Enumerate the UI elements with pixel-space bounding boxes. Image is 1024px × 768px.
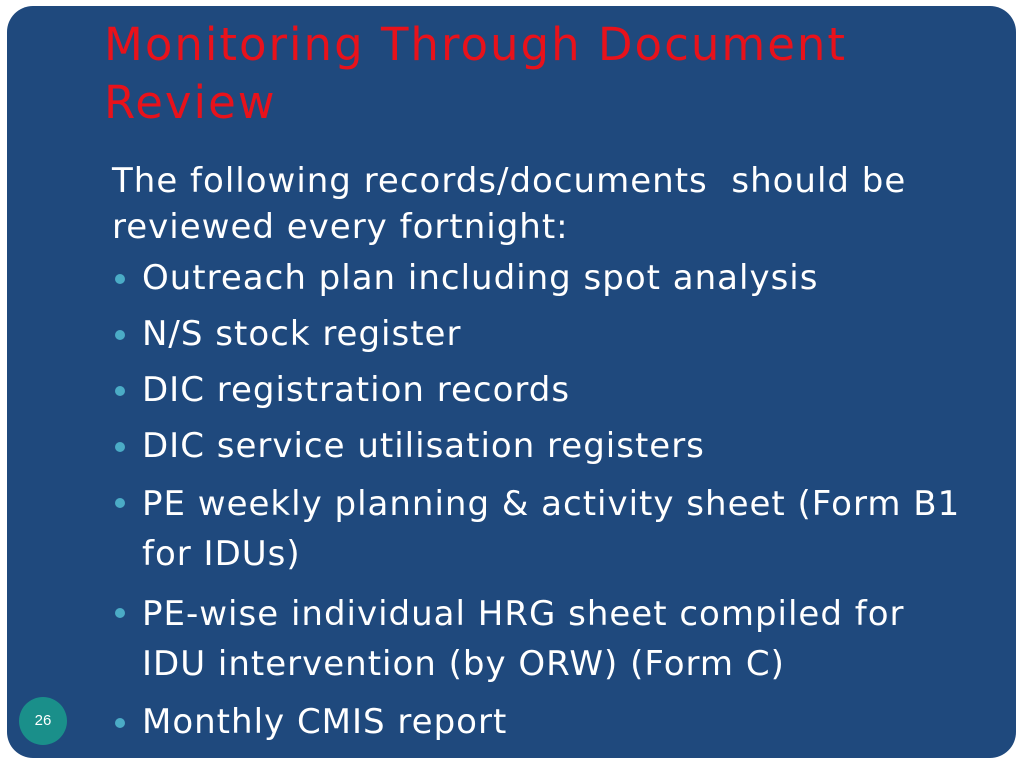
bullet-icon — [115, 718, 125, 728]
list-item — [112, 367, 972, 413]
list-item — [112, 311, 972, 357]
bullet-icon — [115, 498, 125, 508]
list-item-text: Monthly CMIS report — [142, 702, 508, 742]
list-item-text: DIC registration records — [142, 370, 571, 410]
list-item — [112, 479, 972, 579]
list-item-text: DIC service utilisation registers — [142, 426, 705, 466]
page-number-badge: 26 — [19, 697, 67, 745]
document-review-list — [112, 255, 972, 745]
slide-title: Monitoring Through Document Review — [104, 18, 848, 129]
intro-text: The following records/documents should be reviewed every fortnight: — [112, 161, 919, 247]
list-item — [112, 699, 972, 745]
list-item-text: Outreach plan including spot analysis — [142, 258, 819, 298]
bullet-icon — [115, 442, 125, 452]
bullet-icon — [115, 608, 125, 618]
list-item — [112, 589, 972, 689]
slide-body — [112, 158, 972, 755]
list-item-text: PE-wise individual HRG sheet compiled for IDU intervention (by ORW) (Form C) — [142, 594, 905, 684]
bullet-icon — [115, 330, 125, 340]
list-item-text: PE weekly planning & activity sheet (Form B1 for IDUs) — [142, 484, 961, 574]
list-item — [112, 423, 972, 469]
bullet-icon — [115, 386, 125, 396]
slide-content-panel — [7, 6, 1016, 758]
list-item-text: N/S stock register — [142, 314, 462, 354]
bullet-icon — [115, 274, 125, 284]
list-item — [112, 255, 972, 301]
